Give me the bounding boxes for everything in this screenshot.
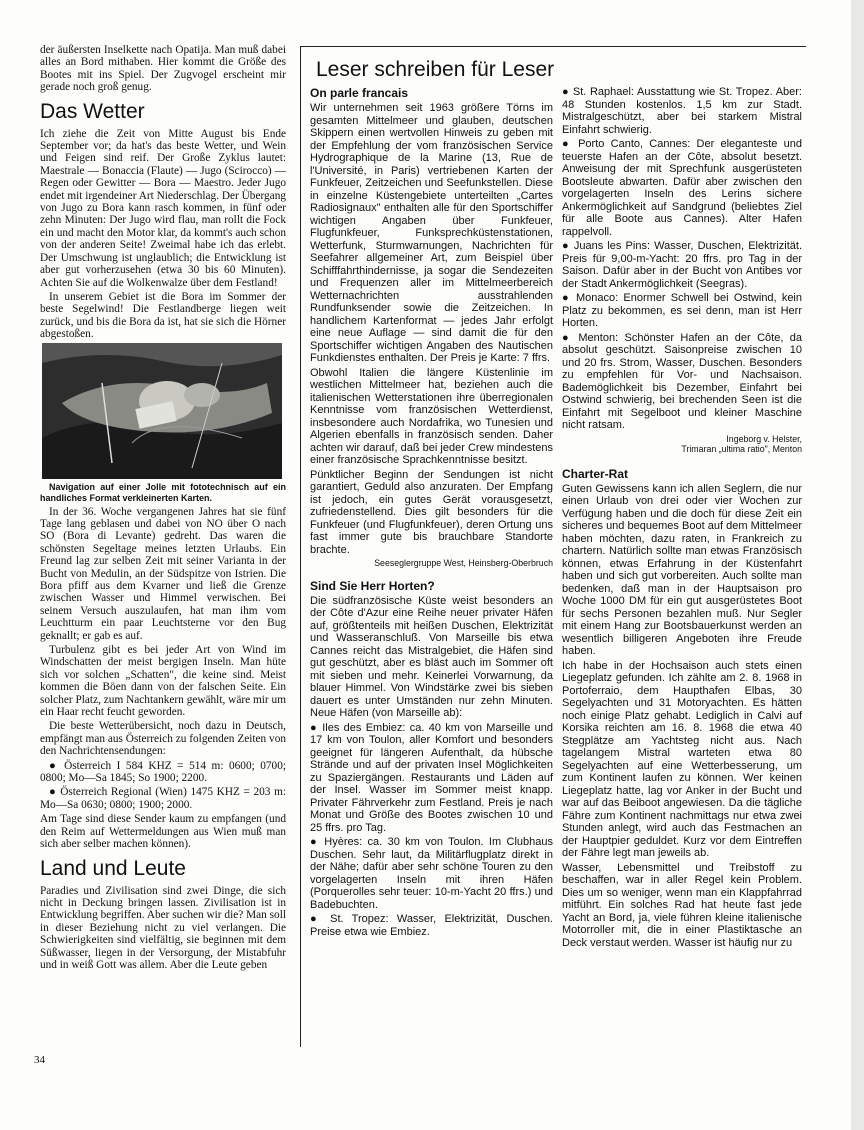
land-paragraph: Paradies und Zivilisation sind zwei Dinge, die sich nicht in Deckung bringen lassen. Zivilisation ist in Entwicklung begriffen. Aber suchen wir die? Man soll in dieser Beziehung nicht zu viel verlangen. Die Schwierigkeiten sind vielfältig, sie beginnen mit dem Süßwasser, liegen in der Versorgung, der Mistabfuhr und in weiß Gott was allem. Aber die Leute geben xyxy=(40,884,286,971)
weather-paragraph: Turbulenz gibt es bei jeder Art von Wind im Windschatten der meist bergigen Inseln. Man hüte sich vor solchen „Schatten", die keine sind. Meist kommen die Böen dann von der falschen Seite. Ein solcher Platz, zum Nachtankern gewählt, wäre mir um ein Haar recht feucht geworden. xyxy=(40,644,286,719)
letters-middle-column xyxy=(310,86,553,940)
harbor-item: ● St. Tropez: Wasser, Elektrizität, Duschen. Preise etwa wie Embiez. xyxy=(310,913,553,938)
letter-signature: Ingeborg v. Helster, xyxy=(726,433,802,444)
photo-image xyxy=(42,343,282,479)
letter-heading: On parle francais xyxy=(310,86,409,100)
land-heading: Land und Leute xyxy=(40,856,186,880)
letter-signature: Seeseglergruppe West, Heinsberg-Oberbruch xyxy=(374,558,553,568)
weather-heading: Das Wetter xyxy=(40,99,145,123)
weather-paragraph: In unserem Gebiet ist die Bora im Sommer der beste Segelwind! Die Festlandberge liegen weit zurück, und bis die Bora da ist, hat sie sich die Hörner abgestoßen. xyxy=(40,290,286,341)
harbor-item: ● Monaco: Enormer Schwell bei Ostwind, kein Platz zu bekommen, es sei denn, man ist Herr Horten. xyxy=(562,292,802,329)
letter-paragraph: Guten Gewissens kann ich allen Seglern, die nur einen Urlaub von drei oder vier Wochen zur Verfügung haben und die doch für diese Zeit ein sicheres und bequemes Boot auf dem Mittelmeer haben möchten, dazu raten, in Frankreich zu chartern. Natürlich sollte man etwas Französisch können, etwas Erfahrung in der Küstenfahrt haben und sich gut vorbereiten. Auch sollte man bedenken, daß man in der Hauptsaison pro Woche 1000 DM für ein gut ausgerüstetes Boot für sechs Personen bezahlen muß. Nur Segler mit einem Hang zur Bootsbauerkunst werden an wesentlich billigeren Angeboten ihre Freude haben. xyxy=(562,482,802,657)
weather-paragraph: Am Tage sind diese Sender kaum zu empfangen (und den Reim auf Wettermeldungen aus Wien muß man sich aber selber machen können). xyxy=(40,813,286,851)
radio-schedule-item: ● Österreich I 584 KHZ = 514 m: 0600; 0700; 0800; Mo—Sa 1845; So 1900; 2200. xyxy=(40,759,286,785)
letter-signature: Trimaran „ultima ratio", Menton xyxy=(681,444,802,454)
letter-paragraph: Wir unternehmen seit 1963 größere Törns im gesamten Mittelmeer und glauben, deutschen Skippern einen wertvollen Hinweis zu geben mit der Empfehlung der vom französischen Service Hydrographique de la Marine (13, Rue de l'Université, in Paris) vertriebenen Karten der Funkfeuer, Zeitzeichen und Seefunkstellen. Diese in einzelne Küstengebiete unterteilten „Cartes Radiosignaux" enthalten alle für den Sportschiffer wichtigen Angaben über Funkfeuer, Flugfunkfeuer, Funksprechküstenstationen, Wetterfunk, Sturmwarnungen, Nachrichten für Seefahrer allgemeiner Art, zum Beispiel über Schifffahrthindernisse, ja sogar die Sendezeiten und Frequenzen aller im Mittelmeerbereich Wetternachrichten ausstrahlenden Rundfunksender sowie die Zeitzeichen. In handlichem Kartenformat — jedes Jahr erfolgt eine neue Auflage — sind damit die für den Sportschiffer wichtigen Angaben des Nautischen Funkdienstes enthalten. Der Preis je Karte: 7 ffrs. xyxy=(310,102,553,364)
page-number: 34 xyxy=(34,1054,45,1066)
letter-paragraph: Wasser, Lebensmittel und Treibstoff zu beschaffen, war in aller Regel kein Problem. Dies um so weniger, wenn man ein Klappfahrrad mitführt. Ein solches Rad hat heute fast jede Yacht an Bord, ja, viele führen kleine italienische Motorroller mit, die in einer Plastiktasche an Deck verstaut werden. Wasser ist häufig nur zu xyxy=(562,861,802,949)
letter-heading: Sind Sie Herr Horten? xyxy=(310,578,435,593)
harbor-item: ● Juans les Pins: Wasser, Duschen, Elektrizität. Preis für 9,00-m-Yacht: 20 ffrs. pro Tag in der Saison. Dafür aber in der Bucht von Antibes vor der Stadt Ankermöglichkeit (Seegras). xyxy=(562,240,802,290)
letter-paragraph: Pünktlicher Beginn der Sendungen ist nicht garantiert, Geduld also anzuraten. Der Empfang ist jedoch, ein gutes Gerät vorausgesetzt, zufriedenstellend. Dies gilt besonders für die Funkfeuer (und Flugfunkfeuer), deren Ortung uns fast immer gute bis brauchbare Standorte brachte. xyxy=(310,468,553,556)
photo-caption: Navigation auf einer Jolle mit fototechnisch auf ein handliches Format verkleinerten Karten. xyxy=(40,481,286,503)
harbor-item: ● Menton: Schönster Hafen an der Côte, da absolut geschützt. Saisonpreise zwischen 10 und 20 frs. Strom, Wasser, Duschen. Besonders zu empfehlen für Vor- und Nachsaison. Bademöglichkeit bis Dezember, Einfahrt bei Ostwind schwierig, bei brechenden Seen ist die Einfahrt mit Segelboot und kleiner Maschine nicht ratsam. xyxy=(562,331,802,431)
letter-paragraph: Ich habe in der Hochsaison auch stets einen Liegeplatz gefunden. Ich zählte am 2. 8. 1968 in Portoferraio, dem Haupthafen Elbas, 30 Segelyachten und 31 Motoryachten. Es hätten noch einige Platz gehabt. Lediglich in Calvi auf Korsika reichten am 16. 8. 1968 die etwa 40 Stegplätze am Yachtsteg nicht aus. Nach tagelangem Mistral warteten etwa 80 Segelyachten auf eine Wetterbesserung, um zum Kontinent laufen zu können. Wer keinen Liegeplatz hatte, lag vor Anker in der Bucht und war auf das Beiboot angewiesen. Da die tägliche Fähre zum Kontinent nachmittags nur etwa zwei Stunden anlegt, wird auch das Festmachen an der Hauptpier geduldet. Kurz vor dem Eintreffen der Fähre legt man jeweils ab. xyxy=(562,659,802,859)
letter-heading: Charter-Rat xyxy=(562,466,629,481)
harbor-item: ● Iles des Embiez: ca. 40 km von Marseille und 17 km von Toulon, aller Komfort und besonders geeignet für längeren Aufenthalt, da hübsche Strände und auf der privaten Insel Möglichkeiten zu Spaziergängen. Restaurants und Läden auf der Insel. Wasser im Sommer meist knapp. Privater Fährverkehr zum Festland. Preis je nach Monat und Größe des Bootes zwischen 10 und 25 ffrs. pro Tag. xyxy=(310,721,553,834)
radio-schedule-item: ● Österreich Regional (Wien) 1475 KHZ = 203 m: Mo—Sa 0630; 0800; 1900; 2000. xyxy=(40,786,286,811)
sailing-photo xyxy=(42,343,282,479)
weather-paragraph: Ich ziehe die Zeit von Mitte August bis Ende September vor; da hat's das beste Wetter, und Wein und Feigen sind reif. Der Große Zyklus lautet: Maestrale — Bonaccia (Flaute) — Jugo (Scirocco) — Regen oder Gewitter — Bora — Maestro. Jeder Jugo endet mit irgendeiner Art Niederschlag. Der Übergang von Jugo zu Bora kann rasch kommen, in fünf oder zehn Minuten: Der Jugo wird flau, man rollt die Fock ein und macht den Motor klar, da kommt's auch schon von der anderen Seite! Zweimal habe ich das erlebt. Der Umschwung ist unglaublich; die Entwicklung ist aber gut vorherzusehen (etwa 30 bis 60 Minuten). Achten Sie auf die Wolkenwalze über dem Festland! xyxy=(40,127,286,289)
letters-box-title: Leser schreiben für Leser xyxy=(316,58,555,81)
harbor-item: ● St. Raphael: Ausstattung wie St. Tropez. Aber: 48 Stunden kostenlos. 1,5 km zur Stadt. Mistralgeschützt, aber bei starkem Mistral Einfahrt schwierig. xyxy=(562,86,802,136)
left-column xyxy=(40,44,286,973)
weather-paragraph: In der 36. Woche vergangenen Jahres hat sie fünf Tage lang geblasen und dabei von NO über O nach SO (Bora di Levante) gedreht. Das waren die schönsten Segeltage meines letzten Urlaubs. Ein Freund lag zur selben Zeit mit seiner Varianta in der Bucht von Medulin, an der Südspitze von Istrien. Die Bora pfiff aus dem Kvarner und ließ die Grenze zwischen Wasser und Himmel verwischen. Bei seinem Versuch auszulaufen, hat man ihm vom Leuchtturm ein paar Leuchtsterne vor den Bug geknallt; er gab es auf. xyxy=(40,505,286,642)
weather-paragraph: Die beste Wetterübersicht, noch dazu in Deutsch, empfängt man aus Österreich zu folgenden Zeiten von den Nachrichtensendungen: xyxy=(40,720,286,758)
letter-paragraph: Obwohl Italien die längere Küstenlinie im westlichen Mittelmeer hat, beziehen auch die italienischen Wetterstationen ihre überregionalen Kenntnisse vom französischen Wetterdienst, insbesondere auch Nordafrika, wo Tunesien und Algerien ebenfalls in französisch senden. Daher achten wir darauf, daß bei jeder Crew mindestens einer französische Sprachkenntnisse besitzt. xyxy=(310,366,553,466)
harbor-item: ● Porto Canto, Cannes: Der eleganteste und teuerste Hafen an der Côte, absolut besetzt. Anweisung der mit Sprechfunk ausgerüsteten Bootsleute abwarten. Dafür aber zwischen den vorgelagerten Inseln des Lerins sichere Ankermöglichkeit auf Sandgrund (beliebtes Ziel für alle Boote aus Cannes). Alter Hafen rappelvoll. xyxy=(562,138,802,238)
letter-paragraph: Die südfranzösische Küste weist besonders an der Côte d'Azur eine Reihe neuer privater Häfen auf, größtenteils mit heißen Duschen, Elektrizität und Wasseranschluß. Von Marseille bis etwa Cannes reicht das Mistralgebiet, die Häfen sind gut geschützt, aber es bläst auch im Sommer oft mit sieben und mehr. Keinerlei Vorwarnung, da blauer Himmel. Von Windstärke zwei bis sieben dauert es unter Umständen nur zehn Minuten. Neue Häfen (von Marseille ab): xyxy=(310,594,553,719)
intro-paragraph: der äußersten Inselkette nach Opatija. Man muß dabei alles an Bord mithaben. Hier kommt die Größe des Bootes mit ins Spiel. Der Zugvogel erscheint mir gerade noch groß genug. xyxy=(40,44,286,94)
harbor-item: ● Hyères: ca. 30 km von Toulon. Im Clubhaus Duschen. Sehr laut, da Militärflugplatz direkt in der Nähe; dafür aber sehr schöne Touren zu den vorgelagerten Inseln mit ihren Häfen (Porquerolles sehr teuer: 10-m-Yacht 20 ffrs.) und Badebuchten. xyxy=(310,836,553,911)
scan-edge xyxy=(851,0,864,1130)
letters-right-column xyxy=(562,86,802,951)
